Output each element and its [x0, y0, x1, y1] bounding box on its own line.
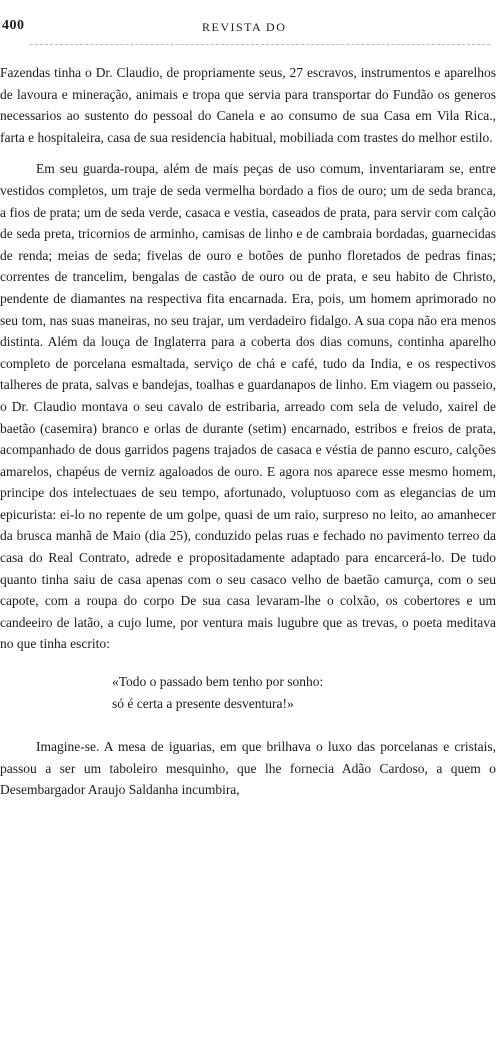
paragraph-2-text: Em seu guarda-roupa, além de mais peças de uso comum, inventariaram se, entre vestidos completos, um traje de seda vermelha bordado a fios de ouro; um de seda branca, a fios de prata; um de seda verde, casaca e vestia, caseados de prata, para servir com calção de seda preta, tricornios de arminho, camisas de linho e de cambraia bordadas, guarnecidas de renda; meias de seda; fivelas de ouro e botões de punho floretados de pedras finas; correntes de trancelim, bengalas de castão de ouro ou de prata, e seu habito de Christo, pendente de diamantes na respectiva fita encarnada. Era, pois, um homem aprimorado no seu tom, nas suas maneiras, no seu trajar, um verdadeiro fidalgo. A sua copa não era menos distinta. Além da louça de Inglaterra para a coberta dos dias comuns, continha aparelho completo de porcelana esmaltada, serviço de chá e café, tudo da India, e os respectivos talheres de prata, salvas e bandejas, toalhas e guardanapos de linho. Em viagem ou passeio, o Dr. Claudio montava o seu cavalo de estribaria, arreado com sela de veludo, xairel de baetão (casemira) branco e orlas de durante (setim) encarnado, estribos e freios de prata, acompanhado de dous garridos pagens trajados de casaca e véstia de panno escuro, calções amarelos, chapéus de verniz agaloados de ouro. E agora nos aparece esse mesmo homem, principe dos intelectuaes de seu tempo, afortunado, voluptuoso com as elegancias de um epicurista: ei-lo no repente de um golpe, quasi de um raio, surpreso no leito, ao amanhecer da brusca manhã de Maio (dia 25), conduzido pelas ruas e fechado no pavimento terreo da casa do Real Contrato, adrede e propositadamente adaptado para encarcerá-lo. De tudo quanto tinha saiu de casa apenas com o seu casaco velho de baetão camurça, com o seu capote, com a roupa do corpo De sua casa levaram-lhe o colxão, os cobertores e um candeeiro de latão, a cujo lume, por ventura mais lugubre que as trevas, o poeta meditava no que tinha escrito: — [0, 161, 496, 652]
poem-line-2: só é certa a presente desventura!» — [112, 695, 294, 711]
poem-line-1: «Todo o passado bem tenho por sonho: — [112, 674, 324, 690]
paragraph-1-text: Fazendas tinha o Dr. Claudio, de propriamente seus, 27 escravos, instrumentos e aparelhos de lavoura e mineração, animais e tropa que servia para transportar do Fundão os generos necessarios ao sustento do pessoal do Canela e ao consumo de sua Casa em Vila Rica., farta e hospitaleira, casa de sua residencia habitual, mobiliada com trastes do melhor estilo. — [0, 65, 496, 145]
header-rule — [30, 44, 490, 45]
paragraph-3 — [0, 736, 496, 801]
paragraph-3-text: Imagine-se. A mesa de iguarias, em que brilhava o luxo das porcelanas e cristais, passou a ser um taboleiro mesquinho, que lhe fornecia Adão Cardoso, a quem o Desembargador Araujo Saldanha incumbira, — [0, 739, 496, 798]
poem-quote — [0, 671, 496, 714]
page-number: 400 — [2, 18, 25, 33]
running-title: REVISTA DO — [202, 20, 287, 34]
paragraph-2 — [0, 158, 496, 655]
page-header — [0, 18, 498, 38]
article-body — [0, 62, 496, 801]
paragraph-1 — [0, 62, 496, 148]
